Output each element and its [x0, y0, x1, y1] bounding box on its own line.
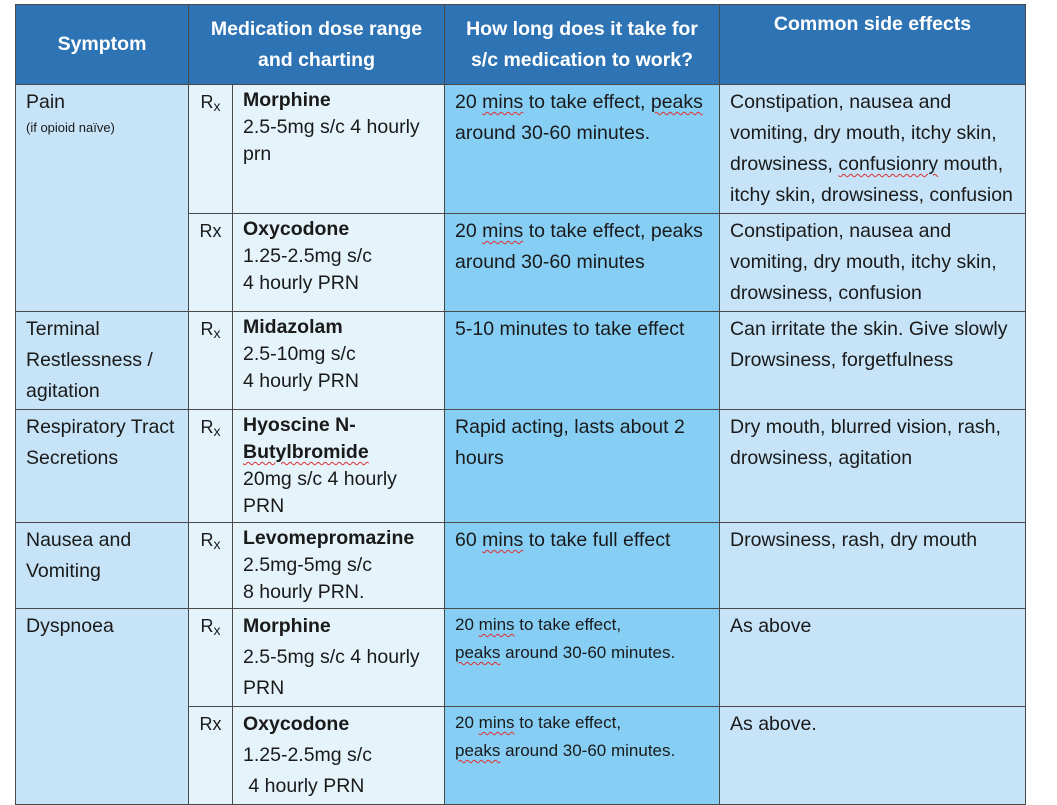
- medication-cell: Oxycodone 1.25-2.5mg s/c 4 hourly PRN: [233, 707, 445, 805]
- rx-label: Rx: [189, 707, 233, 805]
- side-effects-cell: Drowsiness, rash, dry mouth: [720, 523, 1026, 609]
- onset-cell: 20 mins to take effect, peaks around 30-60 minutes: [445, 214, 720, 312]
- side-effects-cell: Constipation, nausea and vomiting, dry mouth, itchy skin, drowsiness, confusionry mouth, itchy skin, drowsiness, confusion: [720, 85, 1026, 214]
- medication-cell: Midazolam 2.5-10mg s/c 4 hourly PRN: [233, 312, 445, 410]
- side-effects-cell: As above.: [720, 707, 1026, 805]
- onset-cell: 20 mins to take effect, peaks around 30-60 minutes.: [445, 707, 720, 805]
- side-effects-cell: As above: [720, 609, 1026, 707]
- symptom-cell-pain: Pain (if opioid naïve): [16, 85, 189, 312]
- table-row: [16, 609, 1026, 707]
- medication-cell: Oxycodone 1.25-2.5mg s/c 4 hourly PRN: [233, 214, 445, 312]
- onset-cell: Rapid acting, lasts about 2 hours: [445, 410, 720, 523]
- symptom-cell-nausea: Nausea and Vomiting: [16, 523, 189, 609]
- header-symptom: Symptom: [16, 5, 189, 85]
- onset-cell: 60 mins to take full effect: [445, 523, 720, 609]
- table-row: [16, 85, 1026, 214]
- rx-label: Rx: [189, 85, 233, 214]
- medication-cell: Morphine 2.5-5mg s/c 4 hourly prn: [233, 85, 445, 214]
- header-side-effects: Common side effects: [720, 5, 1026, 85]
- rx-label: Rx: [189, 523, 233, 609]
- table-row: [16, 312, 1026, 410]
- rx-label: Rx: [189, 312, 233, 410]
- header-medication: Medication dose range and charting: [189, 5, 445, 85]
- onset-cell: 5-10 minutes to take effect: [445, 312, 720, 410]
- medication-cell: Morphine 2.5-5mg s/c 4 hourly PRN: [233, 609, 445, 707]
- side-effects-cell: Constipation, nausea and vomiting, dry mouth, itchy skin, drowsiness, confusion: [720, 214, 1026, 312]
- table-row: [16, 523, 1026, 609]
- medication-cell: Levomepromazine 2.5mg-5mg s/c 8 hourly PRN.: [233, 523, 445, 609]
- header-row: [16, 5, 1026, 85]
- side-effects-cell: Dry mouth, blurred vision, rash, drowsiness, agitation: [720, 410, 1026, 523]
- medication-cell: Hyoscine N- Butylbromide 20mg s/c 4 hourly PRN: [233, 410, 445, 523]
- table-row: [16, 410, 1026, 523]
- header-onset-time: How long does it take for s/c medication to work?: [445, 5, 720, 85]
- rx-label: Rx: [189, 214, 233, 312]
- onset-cell: 20 mins to take effect, peaks around 30-60 minutes.: [445, 609, 720, 707]
- rx-label: Rx: [189, 609, 233, 707]
- medication-table: [15, 4, 1026, 805]
- symptom-cell-secretions: Respiratory Tract Secretions: [16, 410, 189, 523]
- onset-cell: 20 mins to take effect, peaks around 30-60 minutes.: [445, 85, 720, 214]
- rx-label: Rx: [189, 410, 233, 523]
- symptom-cell-dyspnoea: Dyspnoea: [16, 609, 189, 805]
- symptom-cell-restlessness: Terminal Restlessness / agitation: [16, 312, 189, 410]
- side-effects-cell: Can irritate the skin. Give slowly Drowsiness, forgetfulness: [720, 312, 1026, 410]
